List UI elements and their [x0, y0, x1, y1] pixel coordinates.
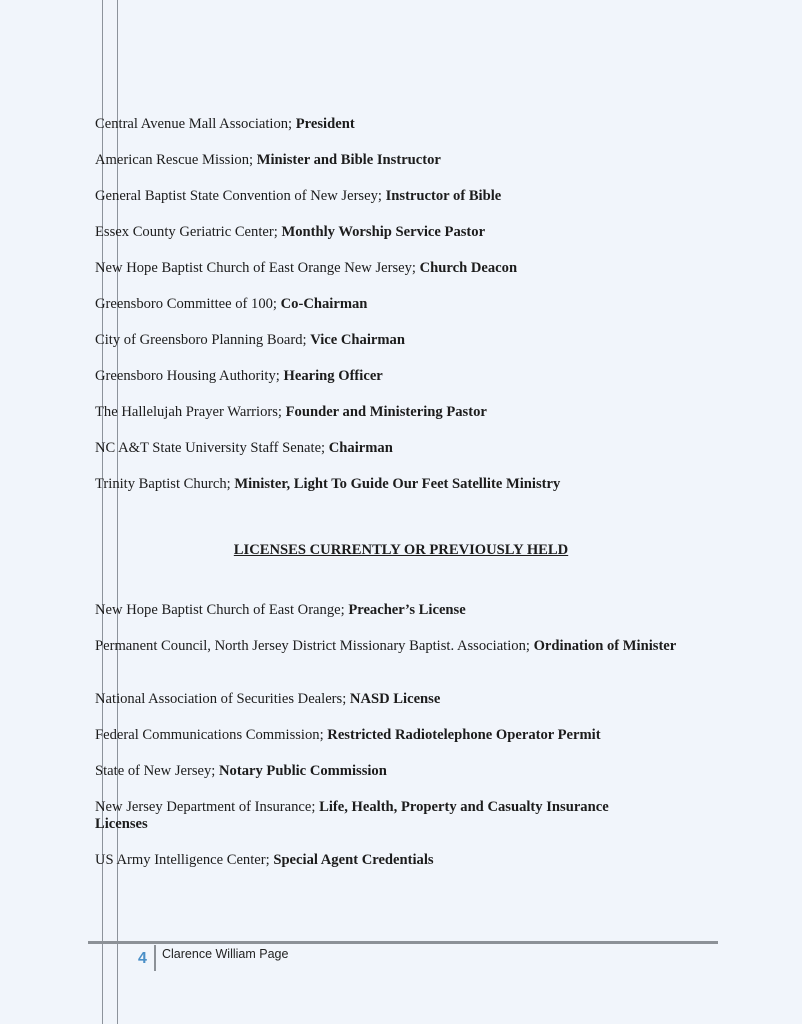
position-entry: Trinity Baptist Church; Minister, Light To Guide Our Feet Satellite Ministry — [95, 476, 561, 492]
license-entry: New Hope Baptist Church of East Orange; Preacher’s License — [95, 602, 466, 618]
position-entry: Central Avenue Mall Association; President — [95, 116, 355, 132]
license-entry: US Army Intelligence Center; Special Agent Credentials — [95, 852, 434, 868]
footer-rule — [88, 941, 718, 944]
position-entry: General Baptist State Convention of New Jersey; Instructor of Bible — [95, 188, 502, 204]
page-number: 4 — [138, 950, 147, 967]
license-entry: State of New Jersey; Notary Public Commission — [95, 763, 387, 779]
position-entry: Essex County Geriatric Center; Monthly Worship Service Pastor — [95, 224, 486, 240]
license-entry: Permanent Council, North Jersey District Missionary Baptist. Association; Ordination of Minister — [95, 638, 677, 654]
position-entry: Greensboro Housing Authority; Hearing Officer — [95, 368, 383, 384]
position-entry: City of Greensboro Planning Board; Vice Chairman — [95, 332, 405, 348]
position-entry: American Rescue Mission; Minister and Bible Instructor — [95, 152, 441, 168]
footer-divider — [154, 945, 156, 971]
license-entry: New Jersey Department of Insurance; Life, Health, Property and Casualty Insurance Licenses — [95, 799, 609, 832]
licenses-heading: LICENSES CURRENTLY OR PREVIOUSLY HELD — [233, 542, 569, 558]
license-entry: National Association of Securities Dealers; NASD License — [95, 691, 441, 707]
position-entry: Greensboro Committee of 100; Co-Chairman — [95, 296, 368, 312]
footer-author-name: Clarence William Page — [162, 947, 289, 961]
license-entry: Federal Communications Commission; Restricted Radiotelephone Operator Permit — [95, 727, 601, 743]
position-entry: NC A&T State University Staff Senate; Chairman — [95, 440, 393, 456]
position-entry: New Hope Baptist Church of East Orange New Jersey; Church Deacon — [95, 260, 518, 276]
position-entry: The Hallelujah Prayer Warriors; Founder and Ministering Pastor — [95, 404, 487, 420]
